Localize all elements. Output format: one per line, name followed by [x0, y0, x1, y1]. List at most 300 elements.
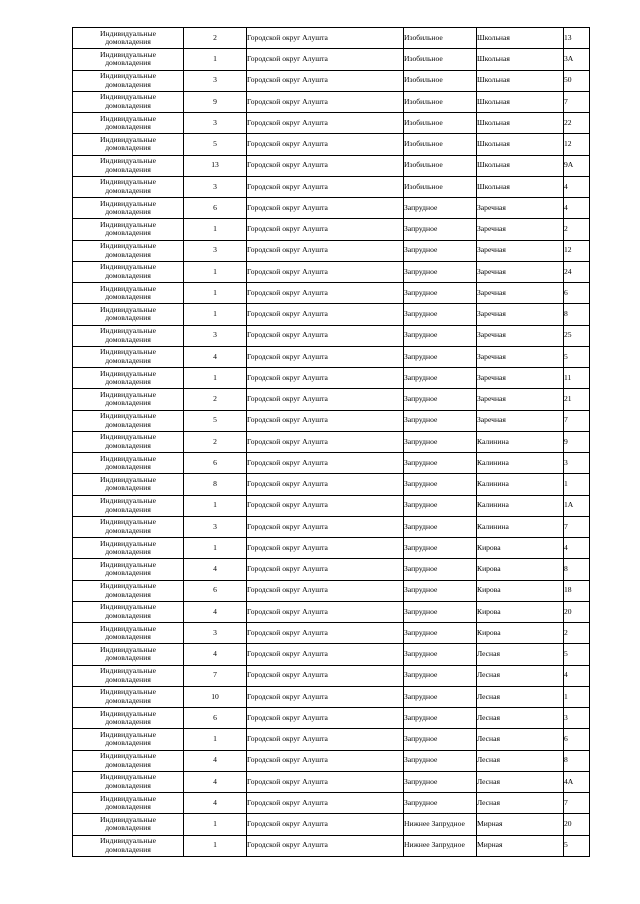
settlement-cell: Запрудное	[404, 686, 477, 707]
street-cell: Лесная	[477, 771, 564, 792]
object-type-cell	[73, 70, 184, 91]
object-type-cell	[73, 453, 184, 474]
street-cell: Лесная	[477, 793, 564, 814]
street-cell: Школьная	[477, 176, 564, 197]
object-type-text: Индивидуальные домовладения	[100, 262, 156, 280]
street-cell: Школьная	[477, 91, 564, 112]
table-row	[73, 346, 590, 367]
table-row	[73, 91, 590, 112]
object-type-cell	[73, 134, 184, 155]
street-cell: Лесная	[477, 686, 564, 707]
count-cell: 7	[184, 665, 247, 686]
house-number-cell: 20	[564, 814, 590, 835]
street-cell: Заречная	[477, 198, 564, 219]
count-cell: 8	[184, 474, 247, 495]
district-cell: Городской округ Алушта	[247, 835, 404, 856]
street-cell: Школьная	[477, 155, 564, 176]
settlement-cell: Запрудное	[404, 644, 477, 665]
street-cell: Школьная	[477, 134, 564, 155]
count-cell: 13	[184, 155, 247, 176]
object-type-cell	[73, 793, 184, 814]
object-type-cell	[73, 219, 184, 240]
object-type-text: Индивидуальные домовладения	[100, 156, 156, 174]
count-cell: 9	[184, 91, 247, 112]
house-number-cell: 7	[564, 516, 590, 537]
district-cell: Городской округ Алушта	[247, 708, 404, 729]
district-cell: Городской округ Алушта	[247, 665, 404, 686]
object-type-cell	[73, 283, 184, 304]
table-row	[73, 134, 590, 155]
count-cell: 1	[184, 304, 247, 325]
table-row	[73, 516, 590, 537]
count-cell: 3	[184, 325, 247, 346]
table-row	[73, 750, 590, 771]
house-number-cell: 4	[564, 176, 590, 197]
settlement-cell: Запрудное	[404, 665, 477, 686]
street-cell: Заречная	[477, 219, 564, 240]
district-cell: Городской округ Алушта	[247, 431, 404, 452]
house-number-cell: 1А	[564, 495, 590, 516]
house-number-cell: 9А	[564, 155, 590, 176]
house-number-cell: 5	[564, 346, 590, 367]
object-type-text: Индивидуальные домовладения	[100, 517, 156, 535]
settlement-cell: Изобильное	[404, 113, 477, 134]
settlement-cell: Изобильное	[404, 91, 477, 112]
house-number-cell: 4	[564, 538, 590, 559]
settlement-cell: Запрудное	[404, 410, 477, 431]
count-cell: 1	[184, 368, 247, 389]
object-type-text: Индивидуальные домовладения	[100, 219, 156, 238]
district-cell: Городской округ Алушта	[247, 601, 404, 622]
house-number-cell: 6	[564, 283, 590, 304]
table-row	[73, 368, 590, 389]
table-row	[73, 240, 590, 261]
count-cell: 5	[184, 134, 247, 155]
object-type-cell	[73, 708, 184, 729]
table-row	[73, 729, 590, 750]
settlement-cell: Изобильное	[404, 49, 477, 70]
object-type-cell	[73, 580, 184, 601]
house-number-cell: 1	[564, 474, 590, 495]
count-cell: 3	[184, 70, 247, 91]
object-type-text: Индивидуальные домовладения	[100, 793, 156, 812]
table-row	[73, 453, 590, 474]
table-row	[73, 70, 590, 91]
object-type-text: Индивидуальные домовладения	[100, 453, 156, 472]
house-number-cell: 25	[564, 325, 590, 346]
street-cell: Заречная	[477, 325, 564, 346]
object-type-cell	[73, 771, 184, 792]
object-type-text: Индивидуальные домовладения	[100, 326, 156, 344]
object-type-cell	[73, 474, 184, 495]
object-type-text: Индивидуальные домовладения	[100, 666, 156, 684]
district-cell: Городской округ Алушта	[247, 793, 404, 814]
object-type-text: Индивидуальные домовладения	[100, 241, 156, 259]
settlement-cell: Запрудное	[404, 346, 477, 367]
table-row	[73, 325, 590, 346]
count-cell: 4	[184, 771, 247, 792]
object-type-text: Индивидуальные домовладения	[100, 432, 156, 450]
object-type-cell	[73, 750, 184, 771]
district-cell: Городской округ Алушта	[247, 134, 404, 155]
street-cell: Лесная	[477, 665, 564, 686]
settlement-cell: Запрудное	[404, 389, 477, 410]
district-cell: Городской округ Алушта	[247, 771, 404, 792]
house-number-cell: 3	[564, 453, 590, 474]
table-row	[73, 644, 590, 665]
count-cell: 3	[184, 240, 247, 261]
settlement-cell: Запрудное	[404, 559, 477, 580]
street-cell: Калинина	[477, 516, 564, 537]
settlement-cell: Изобильное	[404, 155, 477, 176]
district-cell: Городской округ Алушта	[247, 28, 404, 49]
house-number-cell: 5	[564, 835, 590, 856]
count-cell: 3	[184, 176, 247, 197]
table-row	[73, 538, 590, 559]
object-type-text: Индивидуальные домовладения	[100, 538, 156, 557]
house-number-cell: 9	[564, 431, 590, 452]
house-number-cell: 12	[564, 134, 590, 155]
settlement-cell: Изобильное	[404, 70, 477, 91]
households-table	[72, 27, 590, 857]
settlement-cell: Запрудное	[404, 495, 477, 516]
object-type-cell	[73, 176, 184, 197]
street-cell: Заречная	[477, 283, 564, 304]
district-cell: Городской округ Алушта	[247, 49, 404, 70]
object-type-cell	[73, 304, 184, 325]
object-type-text: Индивидуальные домовладения	[100, 687, 156, 705]
settlement-cell: Запрудное	[404, 580, 477, 601]
table-row	[73, 793, 590, 814]
district-cell: Городской округ Алушта	[247, 580, 404, 601]
object-type-cell	[73, 538, 184, 559]
object-type-cell	[73, 49, 184, 70]
table-row	[73, 389, 590, 410]
count-cell: 4	[184, 601, 247, 622]
house-number-cell: 7	[564, 410, 590, 431]
object-type-text: Индивидуальные домовладения	[100, 814, 156, 833]
object-type-text: Индивидуальные домовладения	[100, 113, 156, 132]
object-type-text: Индивидуальные домовладения	[100, 92, 156, 110]
count-cell: 2	[184, 28, 247, 49]
district-cell: Городской округ Алушта	[247, 686, 404, 707]
settlement-cell: Запрудное	[404, 325, 477, 346]
settlement-cell: Запрудное	[404, 750, 477, 771]
count-cell: 3	[184, 113, 247, 134]
district-cell: Городской округ Алушта	[247, 261, 404, 282]
table-row	[73, 835, 590, 856]
settlement-cell: Нижнее Запрудное	[404, 835, 477, 856]
district-cell: Городской округ Алушта	[247, 219, 404, 240]
count-cell: 6	[184, 708, 247, 729]
table-row	[73, 304, 590, 325]
object-type-text: Индивидуальные домовладения	[100, 347, 156, 365]
count-cell: 3	[184, 623, 247, 644]
street-cell: Калинина	[477, 474, 564, 495]
street-cell: Заречная	[477, 410, 564, 431]
street-cell: Лесная	[477, 729, 564, 750]
object-type-text: Индивидуальные домовладения	[100, 623, 156, 642]
object-type-text: Индивидуальные домовладения	[100, 772, 156, 790]
district-cell: Городской округ Алушта	[247, 729, 404, 750]
object-type-text: Индивидуальные домовладения	[100, 49, 156, 68]
street-cell: Заречная	[477, 240, 564, 261]
object-type-text: Индивидуальные домовладения	[100, 559, 156, 578]
district-cell: Городской округ Алушта	[247, 198, 404, 219]
district-cell: Городской округ Алушта	[247, 113, 404, 134]
settlement-cell: Запрудное	[404, 198, 477, 219]
district-cell: Городской округ Алушта	[247, 495, 404, 516]
district-cell: Городской округ Алушта	[247, 750, 404, 771]
district-cell: Городской округ Алушта	[247, 283, 404, 304]
object-type-cell	[73, 113, 184, 134]
settlement-cell: Запрудное	[404, 516, 477, 537]
object-type-cell	[73, 729, 184, 750]
object-type-text: Индивидуальные домовладения	[100, 729, 156, 748]
table-row	[73, 155, 590, 176]
street-cell: Калинина	[477, 431, 564, 452]
district-cell: Городской округ Алушта	[247, 623, 404, 644]
count-cell: 1	[184, 49, 247, 70]
table-row	[73, 708, 590, 729]
district-cell: Городской округ Алушта	[247, 155, 404, 176]
district-cell: Городской округ Алушта	[247, 559, 404, 580]
street-cell: Заречная	[477, 389, 564, 410]
object-type-text: Индивидуальные домовладения	[100, 581, 156, 599]
settlement-cell: Изобильное	[404, 28, 477, 49]
district-cell: Городской округ Алушта	[247, 814, 404, 835]
house-number-cell: 8	[564, 304, 590, 325]
object-type-cell	[73, 198, 184, 219]
object-type-cell	[73, 686, 184, 707]
object-type-cell	[73, 325, 184, 346]
street-cell: Кирова	[477, 601, 564, 622]
district-cell: Городской округ Алушта	[247, 346, 404, 367]
table-row	[73, 49, 590, 70]
street-cell: Лесная	[477, 644, 564, 665]
table-row	[73, 686, 590, 707]
count-cell: 5	[184, 410, 247, 431]
object-type-cell	[73, 665, 184, 686]
settlement-cell: Запрудное	[404, 240, 477, 261]
table-row	[73, 28, 590, 49]
count-cell: 4	[184, 559, 247, 580]
table-row	[73, 410, 590, 431]
district-cell: Городской округ Алушта	[247, 644, 404, 665]
street-cell: Кирова	[477, 580, 564, 601]
table-row	[73, 665, 590, 686]
street-cell: Мирная	[477, 835, 564, 856]
count-cell: 4	[184, 644, 247, 665]
table-row	[73, 580, 590, 601]
count-cell: 1	[184, 219, 247, 240]
house-number-cell: 4	[564, 198, 590, 219]
street-cell: Школьная	[477, 28, 564, 49]
house-number-cell: 8	[564, 559, 590, 580]
table-body	[73, 28, 590, 857]
object-type-cell	[73, 28, 184, 49]
count-cell: 10	[184, 686, 247, 707]
settlement-cell: Изобильное	[404, 176, 477, 197]
house-number-cell: 21	[564, 389, 590, 410]
street-cell: Школьная	[477, 49, 564, 70]
house-number-cell: 1	[564, 686, 590, 707]
count-cell: 2	[184, 389, 247, 410]
settlement-cell: Запрудное	[404, 368, 477, 389]
table-row	[73, 431, 590, 452]
street-cell: Лесная	[477, 708, 564, 729]
object-type-cell	[73, 644, 184, 665]
table-row	[73, 219, 590, 240]
house-number-cell: 3	[564, 708, 590, 729]
count-cell: 1	[184, 538, 247, 559]
table-row	[73, 176, 590, 197]
house-number-cell: 2	[564, 623, 590, 644]
district-cell: Городской округ Алушта	[247, 538, 404, 559]
street-cell: Школьная	[477, 70, 564, 91]
settlement-cell: Запрудное	[404, 453, 477, 474]
object-type-text: Индивидуальные домовладения	[100, 28, 156, 47]
street-cell: Кирова	[477, 623, 564, 644]
object-type-cell	[73, 835, 184, 856]
object-type-text: Индивидуальные домовладения	[100, 283, 156, 302]
district-cell: Городской округ Алушта	[247, 474, 404, 495]
settlement-cell: Запрудное	[404, 729, 477, 750]
count-cell: 1	[184, 495, 247, 516]
house-number-cell: 24	[564, 261, 590, 282]
count-cell: 4	[184, 346, 247, 367]
table-row	[73, 261, 590, 282]
street-cell: Заречная	[477, 368, 564, 389]
settlement-cell: Запрудное	[404, 601, 477, 622]
house-number-cell: 50	[564, 70, 590, 91]
object-type-cell	[73, 240, 184, 261]
settlement-cell: Запрудное	[404, 771, 477, 792]
count-cell: 1	[184, 729, 247, 750]
object-type-cell	[73, 495, 184, 516]
object-type-text: Индивидуальные домовладения	[100, 389, 156, 408]
object-type-cell	[73, 623, 184, 644]
settlement-cell: Запрудное	[404, 304, 477, 325]
count-cell: 4	[184, 750, 247, 771]
object-type-text: Индивидуальные домовладения	[100, 474, 156, 493]
settlement-cell: Запрудное	[404, 474, 477, 495]
district-cell: Городской округ Алушта	[247, 176, 404, 197]
district-cell: Городской округ Алушта	[247, 410, 404, 431]
district-cell: Городской округ Алушта	[247, 325, 404, 346]
object-type-cell	[73, 431, 184, 452]
table-row	[73, 113, 590, 134]
house-number-cell: 8	[564, 750, 590, 771]
street-cell: Калинина	[477, 453, 564, 474]
count-cell: 3	[184, 516, 247, 537]
settlement-cell: Запрудное	[404, 283, 477, 304]
settlement-cell: Нижнее Запрудное	[404, 814, 477, 835]
count-cell: 4	[184, 793, 247, 814]
district-cell: Городской округ Алушта	[247, 389, 404, 410]
object-type-cell	[73, 389, 184, 410]
district-cell: Городской округ Алушта	[247, 91, 404, 112]
house-number-cell: 4	[564, 665, 590, 686]
table-row	[73, 601, 590, 622]
street-cell: Мирная	[477, 814, 564, 835]
object-type-text: Индивидуальные домовладения	[100, 368, 156, 387]
object-type-text: Индивидуальные домовладения	[100, 198, 156, 217]
object-type-text: Индивидуальные домовладения	[100, 177, 156, 195]
house-number-cell: 22	[564, 113, 590, 134]
district-cell: Городской округ Алушта	[247, 240, 404, 261]
house-number-cell: 20	[564, 601, 590, 622]
street-cell: Заречная	[477, 261, 564, 282]
table-row	[73, 623, 590, 644]
settlement-cell: Изобильное	[404, 134, 477, 155]
table-row	[73, 474, 590, 495]
object-type-cell	[73, 368, 184, 389]
district-cell: Городской округ Алушта	[247, 70, 404, 91]
count-cell: 6	[184, 580, 247, 601]
object-type-text: Индивидуальные домовладения	[100, 304, 156, 323]
district-cell: Городской округ Алушта	[247, 453, 404, 474]
count-cell: 1	[184, 835, 247, 856]
table-row	[73, 559, 590, 580]
object-type-cell	[73, 814, 184, 835]
settlement-cell: Запрудное	[404, 708, 477, 729]
street-cell: Школьная	[477, 113, 564, 134]
object-type-text: Индивидуальные домовладения	[100, 644, 156, 663]
object-type-text: Индивидуальные домовладения	[100, 751, 156, 769]
district-cell: Городской округ Алушта	[247, 516, 404, 537]
object-type-cell	[73, 155, 184, 176]
house-number-cell: 7	[564, 793, 590, 814]
settlement-cell: Запрудное	[404, 261, 477, 282]
house-number-cell: 4А	[564, 771, 590, 792]
street-cell: Кирова	[477, 538, 564, 559]
street-cell: Заречная	[477, 346, 564, 367]
object-type-cell	[73, 559, 184, 580]
street-cell: Калинина	[477, 495, 564, 516]
object-type-text: Индивидуальные домовладения	[100, 411, 156, 429]
street-cell: Кирова	[477, 559, 564, 580]
street-cell: Заречная	[477, 304, 564, 325]
object-type-cell	[73, 410, 184, 431]
house-number-cell: 5	[564, 644, 590, 665]
table-row	[73, 283, 590, 304]
district-cell: Городской округ Алушта	[247, 304, 404, 325]
object-type-text: Индивидуальные домовладения	[100, 134, 156, 153]
house-number-cell: 7	[564, 91, 590, 112]
settlement-cell: Запрудное	[404, 793, 477, 814]
house-number-cell: 13	[564, 28, 590, 49]
object-type-text: Индивидуальные домовладения	[100, 836, 156, 854]
object-type-cell	[73, 261, 184, 282]
object-type-text: Индивидуальные домовладения	[100, 496, 156, 514]
count-cell: 6	[184, 453, 247, 474]
object-type-cell	[73, 516, 184, 537]
table-row	[73, 814, 590, 835]
district-cell: Городской округ Алушта	[247, 368, 404, 389]
house-number-cell: 3А	[564, 49, 590, 70]
object-type-text: Индивидуальные домовладения	[100, 71, 156, 89]
object-type-cell	[73, 346, 184, 367]
settlement-cell: Запрудное	[404, 431, 477, 452]
count-cell: 6	[184, 198, 247, 219]
settlement-cell: Запрудное	[404, 538, 477, 559]
house-number-cell: 18	[564, 580, 590, 601]
table-row	[73, 771, 590, 792]
object-type-cell	[73, 91, 184, 112]
settlement-cell: Запрудное	[404, 623, 477, 644]
house-number-cell: 11	[564, 368, 590, 389]
